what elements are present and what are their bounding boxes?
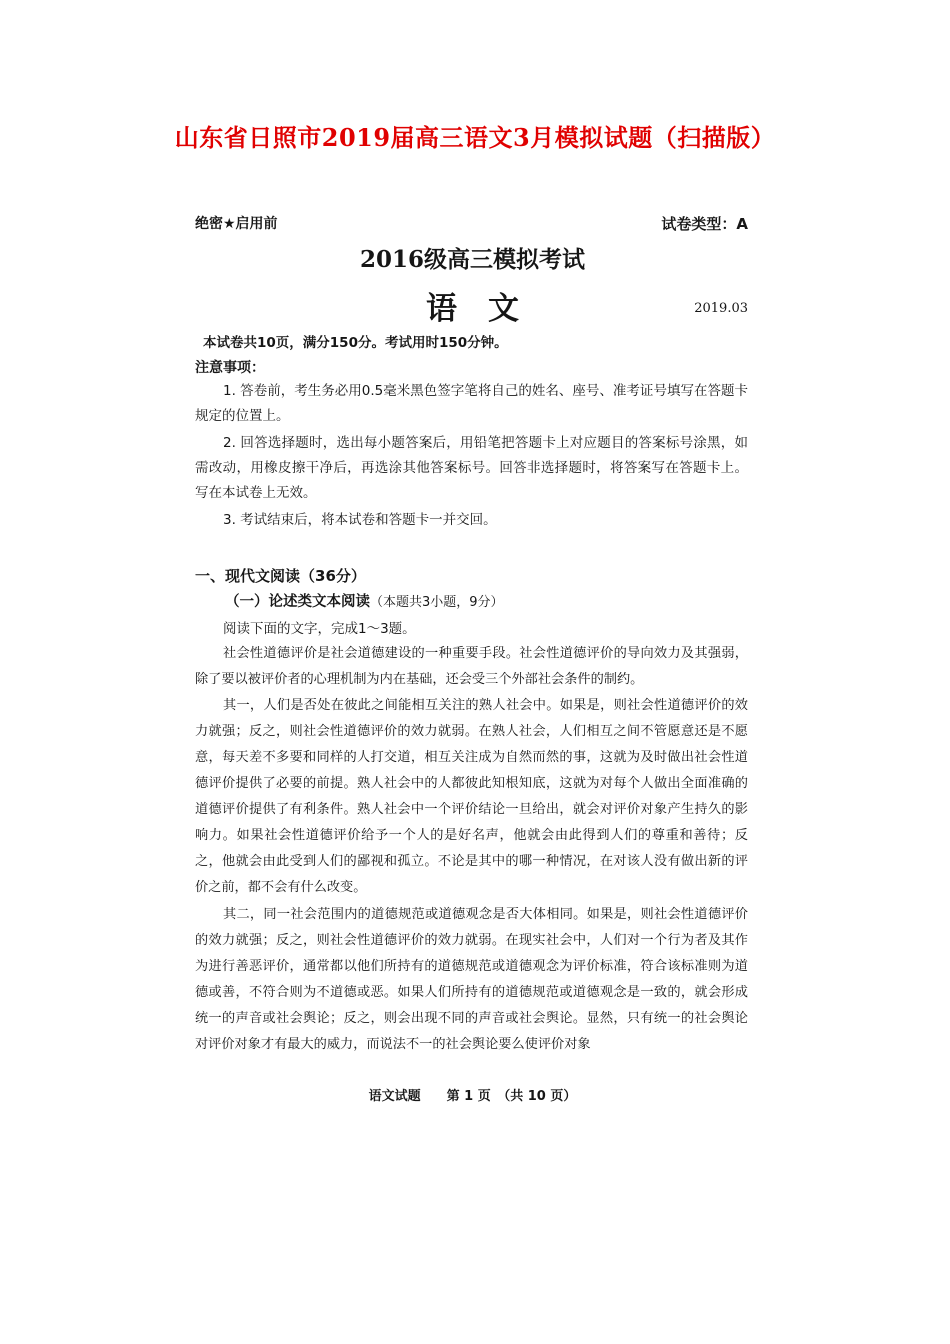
notice-heading: 注意事项： bbox=[195, 360, 265, 376]
paper-type-label: 试卷类型：A bbox=[661, 215, 748, 233]
exam-title: 2016级高三模拟考试 bbox=[359, 246, 585, 273]
passage-paragraph: 其二，同一社会范围内的道德规范或道德观念是否大体相同。如果是，则社会性道德评价的效力就强；反之，则社会性道德评价的效力就弱。在现实社会中，人们对一个行为者及其作为进行善恶评价，通常都以他们所持有的道德规范或道德观念为评价标准，符合该标准则为道德或善，不符合则为不道德或恶。如果人们所持有的道德规范或道德观念是一致的，就会形成统一的声音或社会舆论；反之，则会出现不同的声音或社会舆论。显然，只有统一的社会舆论对评价对象才有最大的威力，而说法不一的社会舆论要么使评价对象 bbox=[195, 907, 748, 1052]
notice-item: 2. 回答选择题时，选出每小题答案后，用铅笔把答题卡上对应题目的答案标号涂黑，如需改动，用橡皮擦干净后，再选涂其他答案标号。回答非选择题时，将答案写在答题卡上。写在本试卷上无效。 bbox=[195, 435, 748, 501]
paper-info: 本试卷共10页，满分150分。考试用时150分钟。 bbox=[203, 335, 508, 351]
exam-date: 2019.03 bbox=[694, 301, 748, 316]
section-heading: 一、现代文阅读（36分） bbox=[195, 567, 366, 585]
notice-item: 1. 答卷前，考生务必用0.5毫米黑色签字笔将自己的姓名、座号、准考证号填写在答题卡规定的位置上。 bbox=[195, 383, 748, 424]
document-title: 山东省日照市2019届高三语文3月模拟试题（扫描版） bbox=[174, 123, 776, 152]
page-footer: 语文试题 第 1 页 （共 10 页） bbox=[368, 1089, 577, 1104]
notice-item: 3. 考试结束后，将本试卷和答题卡一并交回。 bbox=[223, 512, 497, 528]
passage-paragraph: 社会性道德评价是社会道德建设的一种重要手段。社会性道德评价的导向效力及其强弱，除了要以被评价者的心理机制为内在基础，还会受三个外部社会条件的制约。 bbox=[195, 646, 748, 687]
sub-heading-title: （一）论述类文本阅读 bbox=[225, 594, 370, 610]
subject-title: 语 文 bbox=[426, 291, 519, 327]
passage-paragraph: 其一，人们是否处在彼此之间能相互关注的熟人社会中。如果是，则社会性道德评价的效力就强；反之，则社会性道德评价的效力就弱。在熟人社会，人们相互之间不管愿意还是不愿意，每天差不多要和同样的人打交道，相互关注成为自然而然的事，这就为及时做出社会性道德评价提供了必要的前提。熟人社会中的人都彼此知根知底，这就为对每个人做出全面准确的道德评价提供了有利条件。熟人社会中一个评价结论一旦给出，就会对评价对象产生持久的影响力。如果社会性道德评价给予一个人的是好名声，他就会由此得到人们的尊重和善待；反之，他就会由此受到人们的鄙视和孤立。不论是其中的哪一种情况，在对该人没有做出新的评价之前，都不会有什么改变。 bbox=[195, 698, 748, 895]
reading-instruction: 阅读下面的文字，完成1～3题。 bbox=[223, 621, 416, 637]
sub-heading-meta: （本题共3小题，9分） bbox=[370, 595, 504, 610]
sub-heading bbox=[225, 590, 504, 611]
confidential-label: 绝密★启用前 bbox=[195, 216, 278, 232]
